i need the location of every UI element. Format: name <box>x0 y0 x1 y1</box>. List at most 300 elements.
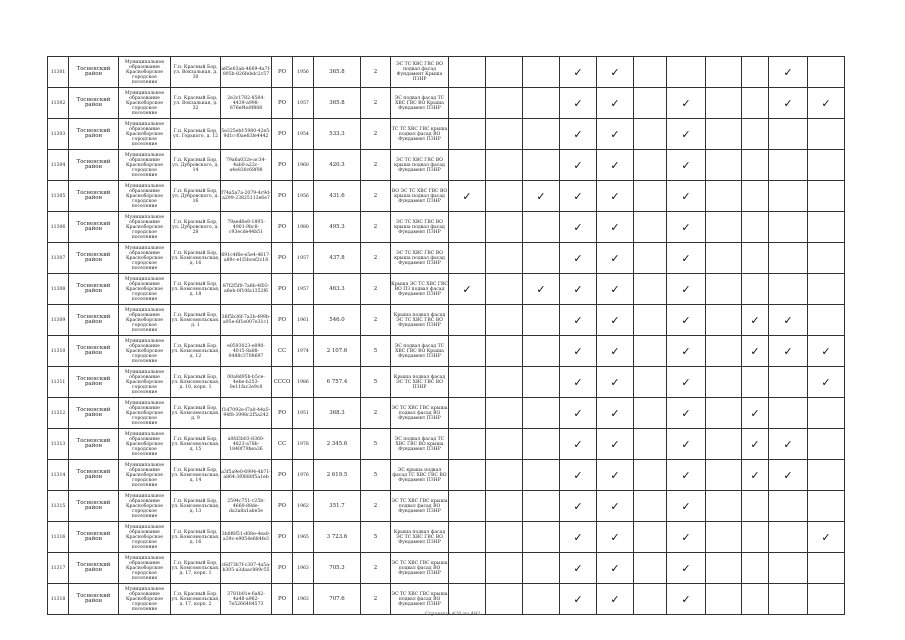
work-check-cell <box>769 150 808 181</box>
work-check-cell <box>667 150 706 181</box>
work-check-cell <box>742 274 769 305</box>
address-cell: Г.п. Красный Бор, ул. Комсомольская, д. 17, корп. 2 <box>171 584 221 615</box>
address-cell: Г.п. Красный Бор, ул. Дубровского, д. 28 <box>171 212 221 243</box>
work-check-cell <box>560 553 597 584</box>
year-cell: 1986 <box>293 367 314 398</box>
address-cell: Г.п. Красный Бор, ул. Дубровского, д. 16 <box>171 181 221 212</box>
work-check-cell <box>667 429 706 460</box>
area-cell: 495.3 <box>314 212 361 243</box>
year-cell: 1956 <box>293 57 314 88</box>
checkmark-icon: ✓ <box>610 189 620 203</box>
district-cell: Тосненский район <box>69 274 119 305</box>
work-check-cell <box>808 88 845 119</box>
wall-type-cell: РО <box>272 491 293 522</box>
district-cell: Тосненский район <box>69 491 119 522</box>
wall-type-cell: РО <box>272 305 293 336</box>
wall-type-cell: РО <box>272 181 293 212</box>
year-cell: 1951 <box>293 398 314 429</box>
area-cell: 463.3 <box>314 274 361 305</box>
owner-cell: Муниципальное образование Красноборское городское поселение <box>119 553 171 584</box>
row-id: 11306 <box>48 212 69 243</box>
row-id: 11316 <box>48 522 69 553</box>
work-check-cell <box>742 88 769 119</box>
wall-type-cell: РО <box>272 522 293 553</box>
work-check-cell <box>560 491 597 522</box>
area-cell: 707.6 <box>314 584 361 615</box>
guid-cell: 5e325ebf-5980-42e5-9d1c-f0ae63fe4442 <box>221 119 272 150</box>
table-row <box>48 57 845 88</box>
checkmark-icon: ✓ <box>750 406 760 420</box>
guid-cell: f1d7092e-f7a0-44a5-94f8-3998c2f5a242 <box>221 398 272 429</box>
work-check-cell <box>523 57 560 88</box>
work-check-cell <box>769 336 808 367</box>
housing-register-table <box>47 56 845 615</box>
wall-type-cell: РО <box>272 88 293 119</box>
owner-cell: Муниципальное образование Красноборское городское поселение <box>119 491 171 522</box>
district-cell: Тосненский район <box>69 243 119 274</box>
checkmark-icon: ✓ <box>783 344 793 358</box>
year-cell: 1957 <box>293 243 314 274</box>
work-check-cell <box>449 212 486 243</box>
work-check-cell <box>808 429 845 460</box>
checkmark-icon: ✓ <box>681 251 691 265</box>
guid-cell: a85e03ab-4669-4a7f-895b-826febdc2c57 <box>221 57 272 88</box>
work-check-cell <box>634 398 667 429</box>
checkmark-icon: ✓ <box>573 561 583 575</box>
year-cell: 1965 <box>293 522 314 553</box>
work-check-cell <box>634 212 667 243</box>
work-check-cell <box>597 553 634 584</box>
area-cell: 365.8 <box>314 57 361 88</box>
works-cell: ЭС крыша подвал фасад ТС ХВС ГВС ВО Фундамент ПЗНР <box>391 460 449 491</box>
floors-cell: 2 <box>361 491 391 522</box>
checkmark-icon: ✓ <box>573 375 583 389</box>
work-check-cell <box>706 150 742 181</box>
work-check-cell <box>449 181 486 212</box>
row-id: 11304 <box>48 150 69 181</box>
work-check-cell <box>742 367 769 398</box>
work-check-cell <box>449 398 486 429</box>
table-row <box>48 243 845 274</box>
area-cell: 420.3 <box>314 150 361 181</box>
work-check-cell <box>449 336 486 367</box>
work-check-cell <box>560 584 597 615</box>
guid-cell: e0593023-e090-4015-8a88-0488c3708697 <box>221 336 272 367</box>
checkmark-icon: ✓ <box>610 127 620 141</box>
work-check-cell <box>706 491 742 522</box>
work-check-cell <box>706 181 742 212</box>
work-check-cell <box>523 522 560 553</box>
work-check-cell <box>449 243 486 274</box>
work-check-cell <box>808 181 845 212</box>
work-check-cell <box>808 119 845 150</box>
checkmark-icon: ✓ <box>573 65 583 79</box>
work-check-cell <box>667 491 706 522</box>
district-cell: Тосненский район <box>69 212 119 243</box>
work-check-cell <box>597 119 634 150</box>
area-cell: 705.3 <box>314 553 361 584</box>
guid-cell: 36f5b36f-7a3b-499b-a95e-6f1e007e31c1 <box>221 305 272 336</box>
work-check-cell <box>486 429 523 460</box>
work-check-cell <box>808 150 845 181</box>
work-check-cell <box>634 88 667 119</box>
district-cell: Тосненский район <box>69 336 119 367</box>
work-check-cell <box>808 460 845 491</box>
table-row <box>48 367 845 398</box>
work-check-cell <box>667 212 706 243</box>
wall-type-cell: СС <box>272 429 293 460</box>
work-check-cell <box>523 336 560 367</box>
work-check-cell <box>706 88 742 119</box>
checkmark-icon: ✓ <box>750 437 760 451</box>
work-check-cell <box>667 57 706 88</box>
table-row <box>48 398 845 429</box>
floors-cell: 2 <box>361 88 391 119</box>
area-cell: 351.7 <box>314 491 361 522</box>
work-check-cell <box>560 212 597 243</box>
wall-type-cell: РО <box>272 460 293 491</box>
checkmark-icon: ✓ <box>681 313 691 327</box>
work-check-cell <box>597 398 634 429</box>
work-check-cell <box>808 367 845 398</box>
work-check-cell <box>706 522 742 553</box>
checkmark-icon: ✓ <box>821 344 831 358</box>
floors-cell: 2 <box>361 119 391 150</box>
work-check-cell <box>449 491 486 522</box>
work-check-cell <box>486 57 523 88</box>
area-cell: 368.3 <box>314 398 361 429</box>
checkmark-icon: ✓ <box>681 406 691 420</box>
checkmark-icon: ✓ <box>610 282 620 296</box>
checkmark-icon: ✓ <box>681 127 691 141</box>
work-check-cell <box>597 243 634 274</box>
checkmark-icon: ✓ <box>573 96 583 110</box>
year-cell: 1954 <box>293 119 314 150</box>
work-check-cell <box>523 274 560 305</box>
area-cell: 2 107.6 <box>314 336 361 367</box>
guid-cell: 79aed6e8-1895-4901-9bc8-c93ecde44b51 <box>221 212 272 243</box>
checkmark-icon: ✓ <box>462 282 472 296</box>
work-check-cell <box>634 243 667 274</box>
guid-cell: a0fd3b03-8360-4823-a78b-1840f79bea36 <box>221 429 272 460</box>
work-check-cell <box>523 305 560 336</box>
address-cell: Г.п. Красный Бор, ул. Комсомольская, д. 12 <box>171 336 221 367</box>
checkmark-icon: ✓ <box>821 375 831 389</box>
guid-cell: 00a8d95b-b5ce-4ebe-b253-0e11fac2e9c8 <box>221 367 272 398</box>
works-cell: ЭС ТС ХВС ГВС ВО крыша подвал фасад Фундамент ПЗНР <box>391 150 449 181</box>
work-check-cell <box>560 336 597 367</box>
checkmark-icon: ✓ <box>681 282 691 296</box>
checkmark-icon: ✓ <box>750 344 760 358</box>
work-check-cell <box>742 57 769 88</box>
row-id: 11318 <box>48 584 69 615</box>
work-check-cell <box>523 398 560 429</box>
work-check-cell <box>486 584 523 615</box>
work-check-cell <box>597 491 634 522</box>
floors-cell: 2 <box>361 57 391 88</box>
checkmark-icon: ✓ <box>573 282 583 296</box>
work-check-cell <box>449 553 486 584</box>
checkmark-icon: ✓ <box>681 158 691 172</box>
work-check-cell <box>706 274 742 305</box>
wall-type-cell: РО <box>272 119 293 150</box>
address-cell: Г.п. Красный Бор, ул. Комсомольская, д. 16 <box>171 243 221 274</box>
year-cell: 1976 <box>293 460 314 491</box>
row-id: 11305 <box>48 181 69 212</box>
floors-cell: 2 <box>361 150 391 181</box>
owner-cell: Муниципальное образование Красноборское городское поселение <box>119 429 171 460</box>
work-check-cell <box>486 367 523 398</box>
year-cell: 1978 <box>293 429 314 460</box>
year-cell: 1974 <box>293 336 314 367</box>
works-cell: ВО ЭС ТС ХВС ГВС ВО крыша подвал фасад Фундамент ПЗНР <box>391 181 449 212</box>
floors-cell: 5 <box>361 522 391 553</box>
checkmark-icon: ✓ <box>573 437 583 451</box>
area-cell: 3 723.6 <box>314 522 361 553</box>
work-check-cell <box>667 460 706 491</box>
checkmark-icon: ✓ <box>610 530 620 544</box>
owner-cell: Муниципальное образование Красноборское городское поселение <box>119 522 171 553</box>
checkmark-icon: ✓ <box>681 530 691 544</box>
checkmark-icon: ✓ <box>536 189 546 203</box>
checkmark-icon: ✓ <box>610 313 620 327</box>
checkmark-icon: ✓ <box>783 468 793 482</box>
work-check-cell <box>769 243 808 274</box>
table-row <box>48 150 845 181</box>
address-cell: Г.п. Красный Бор, ул. Горького, д. 12 <box>171 119 221 150</box>
address-cell: Г.п. Красный Бор, ул. Вокзальная, д. 30 <box>171 57 221 88</box>
owner-cell: Муниципальное образование Красноборское городское поселение <box>119 88 171 119</box>
work-check-cell <box>560 181 597 212</box>
work-check-cell <box>742 460 769 491</box>
work-check-cell <box>560 429 597 460</box>
district-cell: Тосненский район <box>69 305 119 336</box>
district-cell: Тосненский район <box>69 584 119 615</box>
work-check-cell <box>449 367 486 398</box>
floors-cell: 5 <box>361 367 391 398</box>
work-check-cell <box>449 150 486 181</box>
year-cell: 1980 <box>293 212 314 243</box>
owner-cell: Муниципальное образование Красноборское городское поселение <box>119 305 171 336</box>
table-row <box>48 460 845 491</box>
work-check-cell <box>449 522 486 553</box>
work-check-cell <box>634 491 667 522</box>
guid-cell: c6d73b7f-c307-4a5a-b305-a3daac889c55 <box>221 553 272 584</box>
address-cell: Г.п. Красный Бор, ул. Комсомольская, д. 17, корп. 1 <box>171 553 221 584</box>
work-check-cell <box>808 243 845 274</box>
district-cell: Тосненский район <box>69 460 119 491</box>
work-check-cell <box>769 553 808 584</box>
work-check-cell <box>597 522 634 553</box>
work-check-cell <box>523 367 560 398</box>
work-check-cell <box>597 584 634 615</box>
work-check-cell <box>449 429 486 460</box>
table-row <box>48 181 845 212</box>
work-check-cell <box>706 367 742 398</box>
work-check-cell <box>634 274 667 305</box>
work-check-cell <box>742 150 769 181</box>
checkmark-icon: ✓ <box>681 499 691 513</box>
work-check-cell <box>560 274 597 305</box>
work-check-cell <box>560 88 597 119</box>
work-check-cell <box>597 336 634 367</box>
owner-cell: Муниципальное образование Красноборское городское поселение <box>119 243 171 274</box>
area-cell: 546.0 <box>314 305 361 336</box>
work-check-cell <box>597 181 634 212</box>
row-id: 11301 <box>48 57 69 88</box>
year-cell: 1956 <box>293 181 314 212</box>
works-cell: ЭС ТС ХВС ГВС крыша подвал фасад ВО Фундамент ПЗНР <box>391 584 449 615</box>
work-check-cell <box>634 305 667 336</box>
work-check-cell <box>523 584 560 615</box>
work-check-cell <box>808 57 845 88</box>
work-check-cell <box>449 88 486 119</box>
owner-cell: Муниципальное образование Красноборское городское поселение <box>119 367 171 398</box>
work-check-cell <box>486 398 523 429</box>
row-id: 11314 <box>48 460 69 491</box>
work-check-cell <box>667 119 706 150</box>
works-cell: Крыша подвал фасад ЭС ТС ХВС ГВС ВО ПЗНР <box>391 367 449 398</box>
checkmark-icon: ✓ <box>610 375 620 389</box>
work-check-cell <box>742 336 769 367</box>
works-cell: ЭС подвал фасад ТС ХВС ГВС ВО Крыша Фундамент ПЗНР <box>391 336 449 367</box>
work-check-cell <box>808 336 845 367</box>
district-cell: Тосненский район <box>69 553 119 584</box>
work-check-cell <box>634 553 667 584</box>
floors-cell: 2 <box>361 274 391 305</box>
checkmark-icon: ✓ <box>610 499 620 513</box>
checkmark-icon: ✓ <box>536 282 546 296</box>
checkmark-icon: ✓ <box>681 437 691 451</box>
guid-cell: f74a5a7a-2079-4c9d-a299-23825113e6e7 <box>221 181 272 212</box>
guid-cell: 87f2f5f0-7a8b-4f03-a6eb-0f10fa1352f6 <box>221 274 272 305</box>
checkmark-icon: ✓ <box>783 65 793 79</box>
work-check-cell <box>597 212 634 243</box>
area-cell: 437.8 <box>314 243 361 274</box>
checkmark-icon: ✓ <box>750 468 760 482</box>
owner-cell: Муниципальное образование Красноборское городское поселение <box>119 584 171 615</box>
row-id: 11317 <box>48 553 69 584</box>
guid-cell: 691c4f6e-e5e4-4617-a89c-e1f3bcef2c18 <box>221 243 272 274</box>
area-cell: 6 757.4 <box>314 367 361 398</box>
work-check-cell <box>808 584 845 615</box>
work-check-cell <box>667 243 706 274</box>
work-check-cell <box>667 336 706 367</box>
work-check-cell <box>742 429 769 460</box>
work-check-cell <box>634 460 667 491</box>
checkmark-icon: ✓ <box>573 127 583 141</box>
work-check-cell <box>560 460 597 491</box>
work-check-cell <box>769 119 808 150</box>
guid-cell: 2e3c1782-8584-4439-a998-876ef4a9f888 <box>221 88 272 119</box>
work-check-cell <box>523 460 560 491</box>
address-cell: Г.п. Красный Бор, ул. Комсомольская, д. 9 <box>171 398 221 429</box>
checkmark-icon: ✓ <box>573 313 583 327</box>
work-check-cell <box>449 274 486 305</box>
address-cell: Г.п. Красный Бор, ул. Вокзальная, д. 32 <box>171 88 221 119</box>
works-cell: ЭС подвал фасад ТС ХВС ГВС ВО Крыша Фундамент ПЗНР <box>391 88 449 119</box>
checkmark-icon: ✓ <box>610 468 620 482</box>
work-check-cell <box>486 336 523 367</box>
work-check-cell <box>449 584 486 615</box>
district-cell: Тосненский район <box>69 429 119 460</box>
checkmark-icon: ✓ <box>681 375 691 389</box>
work-check-cell <box>706 336 742 367</box>
works-cell: ЭС подвал фасад ТС ХВС ГВС ВО крыша Фундамент ПЗНР <box>391 429 449 460</box>
work-check-cell <box>706 429 742 460</box>
checkmark-icon: ✓ <box>610 561 620 575</box>
district-cell: Тосненский район <box>69 398 119 429</box>
checkmark-icon: ✓ <box>681 561 691 575</box>
work-check-cell <box>560 305 597 336</box>
work-check-cell <box>560 150 597 181</box>
checkmark-icon: ✓ <box>681 592 691 606</box>
district-cell: Тосненский район <box>69 367 119 398</box>
work-check-cell <box>808 274 845 305</box>
checkmark-icon: ✓ <box>610 251 620 265</box>
work-check-cell <box>769 367 808 398</box>
work-check-cell <box>742 553 769 584</box>
work-check-cell <box>667 274 706 305</box>
work-check-cell <box>706 305 742 336</box>
checkmark-icon: ✓ <box>573 468 583 482</box>
owner-cell: Муниципальное образование Красноборское городское поселение <box>119 398 171 429</box>
work-check-cell <box>449 119 486 150</box>
work-check-cell <box>634 336 667 367</box>
address-cell: Г.п. Красный Бор, ул. Комсомольская, д. 15 <box>171 429 221 460</box>
work-check-cell <box>742 119 769 150</box>
address-cell: Г.п. Красный Бор, ул. Комсомольская, д. 1 <box>171 305 221 336</box>
wall-type-cell: РО <box>272 274 293 305</box>
checkmark-icon: ✓ <box>681 468 691 482</box>
work-check-cell <box>706 398 742 429</box>
work-check-cell <box>486 491 523 522</box>
table-row <box>48 305 845 336</box>
district-cell: Тосненский район <box>69 150 119 181</box>
wall-type-cell: РО <box>272 150 293 181</box>
works-cell: Крыша ЭС ТС ХВС ГВС ВО ПЗ подвал фасад Фундамент ПЗНР <box>391 274 449 305</box>
table-row <box>48 88 845 119</box>
wall-type-cell: РО <box>272 243 293 274</box>
checkmark-icon: ✓ <box>681 220 691 234</box>
checkmark-icon: ✓ <box>610 65 620 79</box>
works-cell: Крыша подвал фасад ЭС ТС ХВС ГВС ВО Фундамент ПЗНР <box>391 522 449 553</box>
checkmark-icon: ✓ <box>610 158 620 172</box>
checkmark-icon: ✓ <box>821 530 831 544</box>
work-check-cell <box>667 584 706 615</box>
work-check-cell <box>769 212 808 243</box>
row-id: 11307 <box>48 243 69 274</box>
work-check-cell <box>742 398 769 429</box>
work-check-cell <box>769 57 808 88</box>
district-cell: Тосненский район <box>69 57 119 88</box>
owner-cell: Муниципальное образование Красноборское городское поселение <box>119 150 171 181</box>
work-check-cell <box>808 522 845 553</box>
work-check-cell <box>634 150 667 181</box>
work-check-cell <box>486 274 523 305</box>
floors-cell: 2 <box>361 212 391 243</box>
year-cell: 1960 <box>293 150 314 181</box>
owner-cell: Муниципальное образование Красноборское городское поселение <box>119 274 171 305</box>
work-check-cell <box>742 522 769 553</box>
table-row <box>48 491 845 522</box>
work-check-cell <box>560 243 597 274</box>
work-check-cell <box>706 584 742 615</box>
floors-cell: 2 <box>361 243 391 274</box>
work-check-cell <box>634 181 667 212</box>
checkmark-icon: ✓ <box>681 189 691 203</box>
guid-cell: a3f5a9e0-6994-4b71-a864-3f0880f5a1eb <box>221 460 272 491</box>
